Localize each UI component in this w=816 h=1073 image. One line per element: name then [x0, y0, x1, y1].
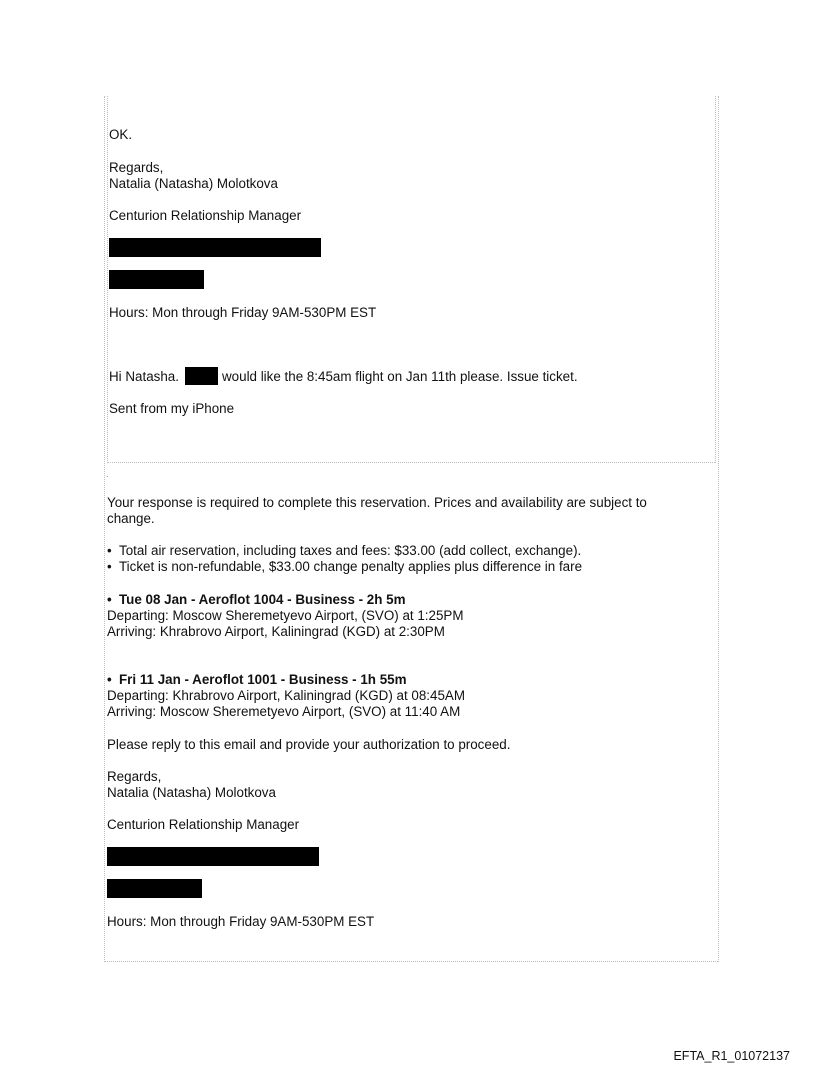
- separator-dot: .: [106, 469, 109, 479]
- reservation-intro-line-1: Your response is required to complete this reservation. Prices and availability are subject to: [107, 495, 647, 510]
- signature-title: Centurion Relationship Manager: [107, 817, 300, 832]
- document-id: EFTA_R1_01072137: [673, 1049, 790, 1063]
- sent-from-text: Sent from my iPhone: [109, 401, 235, 416]
- inner-quote-border-right: [715, 96, 716, 463]
- signature-regards: Regards,: [107, 769, 162, 784]
- reservation-intro-line-2: change.: [107, 511, 155, 526]
- redaction-bar: [109, 270, 204, 289]
- flight-2-heading: Fri 11 Jan - Aeroflot 1001 - Business - 1h 55m: [119, 672, 407, 687]
- message-text-start: Hi Natasha.: [109, 369, 179, 384]
- redaction-bar: [109, 238, 321, 257]
- flight-1-arriving: Arriving: Khrabrovo Airport, Kaliningrad (KGD) at 2:30PM: [107, 624, 445, 639]
- signature-name: Natalia (Natasha) Molotkova: [107, 785, 276, 800]
- bullet-glyph: •: [107, 559, 112, 574]
- flight-heading: [107, 592, 406, 607]
- signature-hours: Hours: Mon through Friday 9AM-530PM EST: [107, 914, 375, 929]
- flight-heading: [107, 672, 407, 687]
- redaction-bar: [107, 879, 202, 898]
- list-item: [107, 543, 581, 558]
- flight-1-departing: Departing: Moscow Sheremetyevo Airport, (SVO) at 1:25PM: [107, 608, 464, 623]
- list-item: [107, 559, 582, 574]
- redaction-bar: [107, 847, 319, 866]
- flight-1-heading: Tue 08 Jan - Aeroflot 1004 - Business - 2h 5m: [119, 592, 406, 607]
- flight-2-arriving: Arriving: Moscow Sheremetyevo Airport, (SVO) at 11:40 AM: [107, 704, 461, 719]
- outer-quote-border-left: [104, 96, 105, 962]
- signature-name: Natalia (Natasha) Molotkova: [109, 176, 278, 191]
- inner-quote-border-bottom: [107, 462, 715, 463]
- signature-title: Centurion Relationship Manager: [109, 208, 302, 223]
- bullet-glyph: •: [107, 543, 112, 558]
- signature-hours: Hours: Mon through Friday 9AM-530PM EST: [109, 305, 377, 320]
- refund-policy-text: Ticket is non-refundable, $33.00 change penalty applies plus difference in fare: [119, 559, 583, 574]
- bullet-glyph: •: [107, 592, 112, 607]
- signature-regards: Regards,: [109, 160, 164, 175]
- redaction-bar: [185, 367, 218, 385]
- total-price-text: Total air reservation, including taxes and fees: $33.00 (add collect, exchange).: [119, 543, 582, 558]
- inner-quote-border-left: [107, 96, 108, 463]
- outer-quote-border-bottom: [104, 961, 718, 962]
- flight-2-departing: Departing: Khrabrovo Airport, Kaliningrad (KGD) at 08:45AM: [107, 688, 466, 703]
- bullet-glyph: •: [107, 672, 112, 687]
- ok-text: OK.: [109, 127, 133, 142]
- message-text-end: would like the 8:45am flight on Jan 11th please. Issue ticket.: [222, 369, 578, 384]
- outer-quote-border-right: [718, 96, 719, 962]
- reply-request-text: Please reply to this email and provide your authorization to proceed.: [107, 737, 511, 752]
